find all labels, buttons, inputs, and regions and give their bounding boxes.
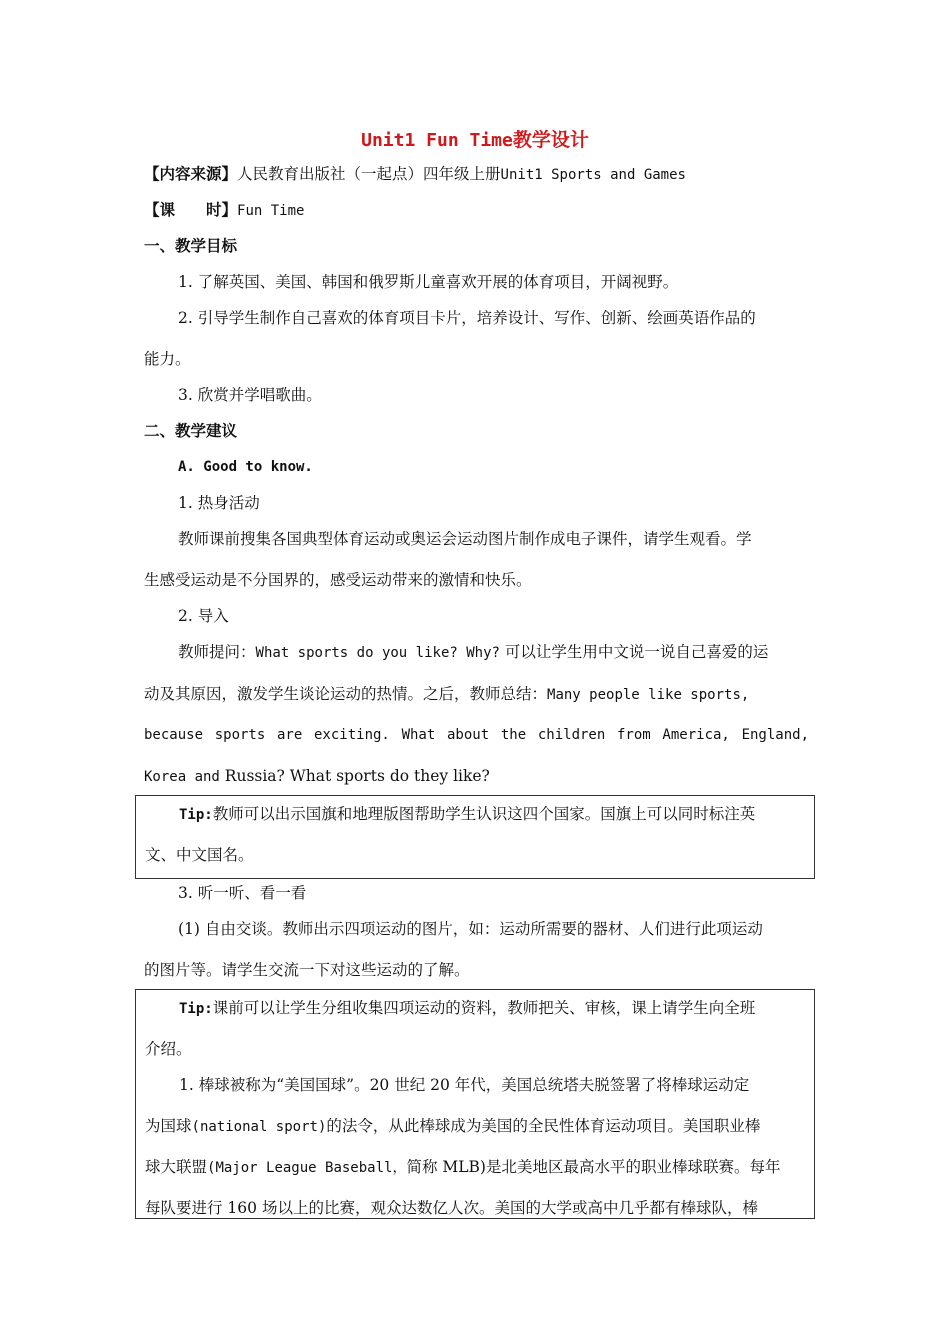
step-3-heading: 3. 听一听、看一看	[178, 884, 307, 902]
title-english: Unit1 Fun Time	[361, 130, 513, 151]
period-line	[144, 200, 809, 221]
baseball-text: 球大联盟	[145, 1158, 208, 1176]
baseball-paragraph-line-4: 每队要进行 160 场以上的比赛，观众达数亿人次。美国的大学或高中几乎都有棒球队，棒	[145, 1199, 758, 1217]
period-label: 【课 时】	[144, 200, 238, 219]
tip-box-2	[135, 989, 815, 1219]
baseball-paragraph-line-3	[145, 1157, 810, 1178]
step-3-line-1	[178, 919, 809, 939]
baseball-paragraph-line-2	[145, 1116, 810, 1137]
content-source-unit: Unit1 Sports and Games	[500, 167, 686, 183]
step-3-line-2: 的图片等。请学生交流一下对这些运动的了解。	[144, 961, 470, 979]
step-1-paragraph: 教师课前搜集各国典型体育运动或奥运会运动图片制作成电子课件，请学生观看。学	[178, 530, 752, 548]
baseball-text: 为国球	[145, 1117, 192, 1135]
step-2-line-2	[144, 684, 809, 705]
goal-item-1: 1. 了解英国、美国、韩国和俄罗斯儿童喜欢开展的体育项目，开阔视野。	[178, 273, 679, 291]
step-2-text: 教师提问：	[178, 643, 256, 661]
tip-1-line-1	[179, 804, 807, 825]
tip-1-line-2: 文、中文国名。	[145, 846, 254, 864]
baseball-text-cont: 简称 MLB)是北美地区最高水平的职业棒球联赛。每年	[406, 1158, 781, 1176]
document-title	[0, 125, 950, 152]
title-chinese: 教学设计	[512, 129, 589, 151]
tip-2-text: 课前可以让学生分组收集四项运动的资料，教师把关、审核，课上请学生向全班	[212, 999, 756, 1017]
step-2-text: 动及其原因，激发学生谈论运动的热情。之后，教师总结：	[144, 685, 548, 703]
content-source-label: 【内容来源】	[144, 164, 238, 183]
step-2-line-4	[144, 766, 809, 787]
step-3-text: 自由交谈。教师出示四项运动的图片，如：运动所需要的器材、人们进行此项运动	[199, 920, 763, 938]
tip-2-line-2: 介绍。	[145, 1040, 192, 1058]
step-2-countries: Korea and	[144, 769, 220, 785]
step-2-text-cont: 可以让学生用中文说一说自己喜爱的运	[499, 643, 769, 661]
section-heading-goals: 一、教学目标	[144, 236, 238, 255]
step-2-question: What sports do you like? Why?	[255, 645, 500, 661]
tip-2-label: Tip:	[179, 1001, 213, 1017]
baseball-term: (national sport)	[191, 1119, 327, 1135]
baseball-text-cont: 的法令，从此棒球成为美国的全民性体育运动项目。美国职业棒	[326, 1117, 761, 1135]
step-2-line-1	[178, 642, 809, 663]
content-source-line	[144, 164, 809, 185]
content-source-text: 人民教育出版社（一起点）四年级上册	[237, 165, 501, 183]
goal-item-3: 3. 欣赏并学唱歌曲。	[178, 386, 322, 404]
step-1-heading: 1. 热身活动	[178, 494, 260, 512]
tip-1-text: 教师可以出示国旗和地理版图帮助学生认识这四个国家。国旗上可以同时标注英	[212, 805, 756, 823]
goal-item-2: 2. 引导学生制作自己喜欢的体育项目卡片，培养设计、写作、创新、绘画英语作品的	[178, 309, 756, 327]
tip-2-line-1	[179, 998, 807, 1019]
step-2-summary: Many people like sports,	[547, 687, 750, 703]
goal-item-2-cont: 能力。	[144, 350, 191, 368]
step-1-paragraph-cont: 生感受运动是不分国界的，感受运动带来的激情和快乐。	[144, 571, 532, 589]
step-3-number: (1)	[178, 920, 200, 938]
tip-1-label: Tip:	[179, 807, 213, 823]
part-a-heading: A. Good to know.	[178, 459, 313, 475]
baseball-paragraph-line-1: 1. 棒球被称为“美国国球”。20 世纪 20 年代，美国总统塔夫脱签署了将棒球运动定	[179, 1076, 750, 1094]
period-value: Fun Time	[237, 203, 305, 219]
tip-box-1	[135, 795, 815, 879]
baseball-league: (Major League Baseball，	[207, 1160, 407, 1176]
step-2-line-3: because sports are exciting. What about the children from America, England,	[144, 727, 809, 743]
section-heading-suggestions: 二、教学建议	[144, 421, 238, 440]
step-2-question-end: Russia? What sports do they like?	[219, 767, 490, 785]
step-2-heading: 2. 导入	[178, 607, 229, 625]
